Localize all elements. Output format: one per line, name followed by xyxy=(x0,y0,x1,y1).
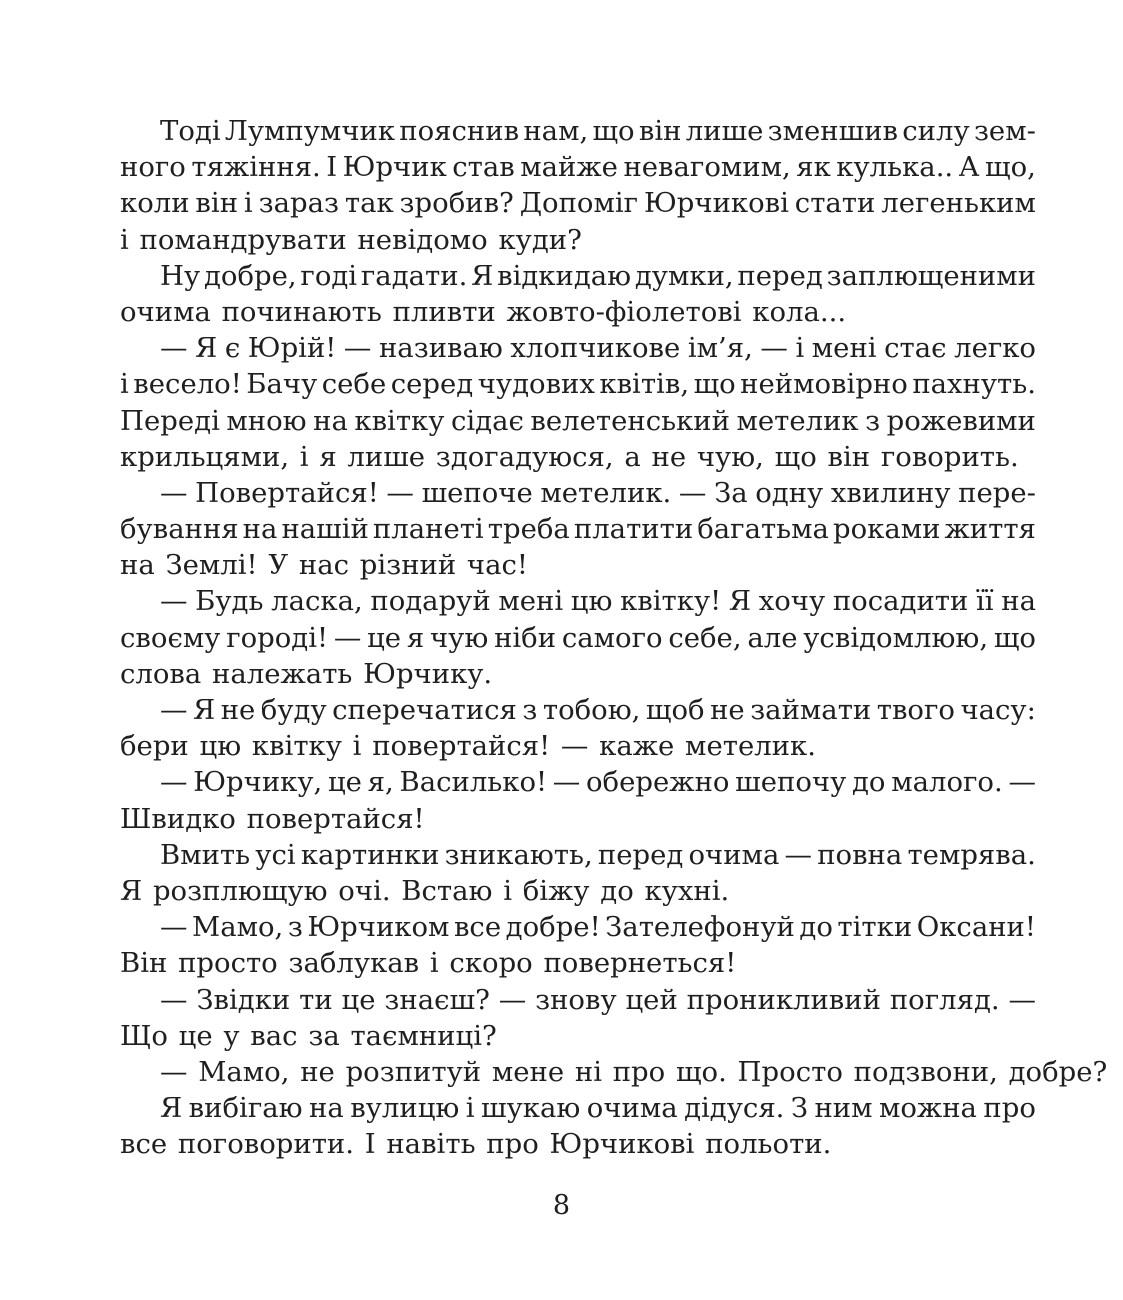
page-number: 8 xyxy=(552,1190,571,1221)
text-line: на Землі! У нас різний час! xyxy=(120,549,528,582)
text-line: і помандрувати невідомо куди? xyxy=(120,223,582,256)
paragraph xyxy=(120,1090,1036,1162)
text-line: бування на нашій планеті треба платити багатьма роками життя xyxy=(120,513,1036,546)
text-line: і весело! Бачу себе серед чудових квітів, що неймовірно пахнуть. xyxy=(120,368,1036,401)
body-text xyxy=(120,113,1108,1162)
text-line: крильцями, і я лише здогадуюся, а не чую, що він говорить. xyxy=(120,440,1019,473)
paragraph xyxy=(120,475,1036,584)
text-line: — Повертайся! — шепоче метелик. — За одну хвилину пере- xyxy=(160,476,1036,509)
text-line: — Мамо, з Юрчиком все добре! Зателефонуй до тітки Оксани! xyxy=(160,911,1036,944)
paragraph xyxy=(120,330,1036,475)
paragraph xyxy=(120,909,1036,981)
text-line: очима починають пливти жовто-фіолетові кола... xyxy=(120,295,847,328)
paragraph xyxy=(120,982,1036,1054)
text-line: — Звідки ти це знаєш? — знову цей проникливий погляд. — xyxy=(160,983,1036,1016)
text-line: Вмить усі картинки зникають, перед очима — повна темрява. xyxy=(160,838,1036,871)
text-line: Я розплющую очі. Встаю і біжу до кухні. xyxy=(120,874,730,907)
text-line: слова належать Юрчику. xyxy=(120,657,493,690)
text-line: Переді мною на квітку сідає велетенський метелик з рожевими xyxy=(120,404,1036,437)
text-line: коли він і зараз так зробив? Допоміг Юрчикові стати легеньким xyxy=(120,187,1036,220)
text-line: своєму городі! — це я чую ніби самого себе, але усвідомлюю, що xyxy=(120,621,1036,654)
text-line: бери цю квітку і повертайся! — каже метелик. xyxy=(120,730,816,763)
text-line: Що це у вас за таємниці? xyxy=(120,1019,497,1052)
paragraph xyxy=(120,692,1036,764)
text-line: — Юрчику, це я, Василько! — обережно шепочу до малого. — xyxy=(160,766,1036,799)
text-line: все поговорити. І навіть про Юрчикові польоти. xyxy=(120,1128,832,1161)
paragraph xyxy=(120,837,1036,909)
text-line: — Будь ласка, подаруй мені цю квітку! Я хочу посадити її на xyxy=(160,585,1036,618)
text-line: — Я не буду сперечатися з тобою, щоб не займати твого часу: xyxy=(160,694,1036,726)
text-line: Ну добре, годі гадати. Я відкидаю думки, перед заплющеними xyxy=(160,259,1036,292)
paragraph xyxy=(120,258,1036,330)
text-line: — Я є Юрій! — називаю хлопчикове ім’я, — і мені стає легко xyxy=(160,332,1036,365)
text-line: ного тяжіння. І Юрчик став майже невагомим, як кулька.. А що, xyxy=(120,151,1036,184)
text-line: — Мамо, не розпитуй мене ні про що. Просто подзвони, добре? xyxy=(160,1055,1108,1088)
text-line: Тоді Лумпумчик пояснив нам, що він лише зменшив силу зем- xyxy=(160,115,1036,147)
text-line: Швидко повертайся! xyxy=(120,802,425,835)
paragraph xyxy=(120,113,1036,258)
paragraph xyxy=(120,583,1036,692)
paragraph xyxy=(120,1054,1108,1090)
text-line: Я вибігаю на вулицю і шукаю очима дідуся. З ним можна про xyxy=(160,1092,1036,1125)
text-line: Він просто заблукав і скоро повернеться! xyxy=(120,947,737,980)
paragraph xyxy=(120,764,1036,836)
